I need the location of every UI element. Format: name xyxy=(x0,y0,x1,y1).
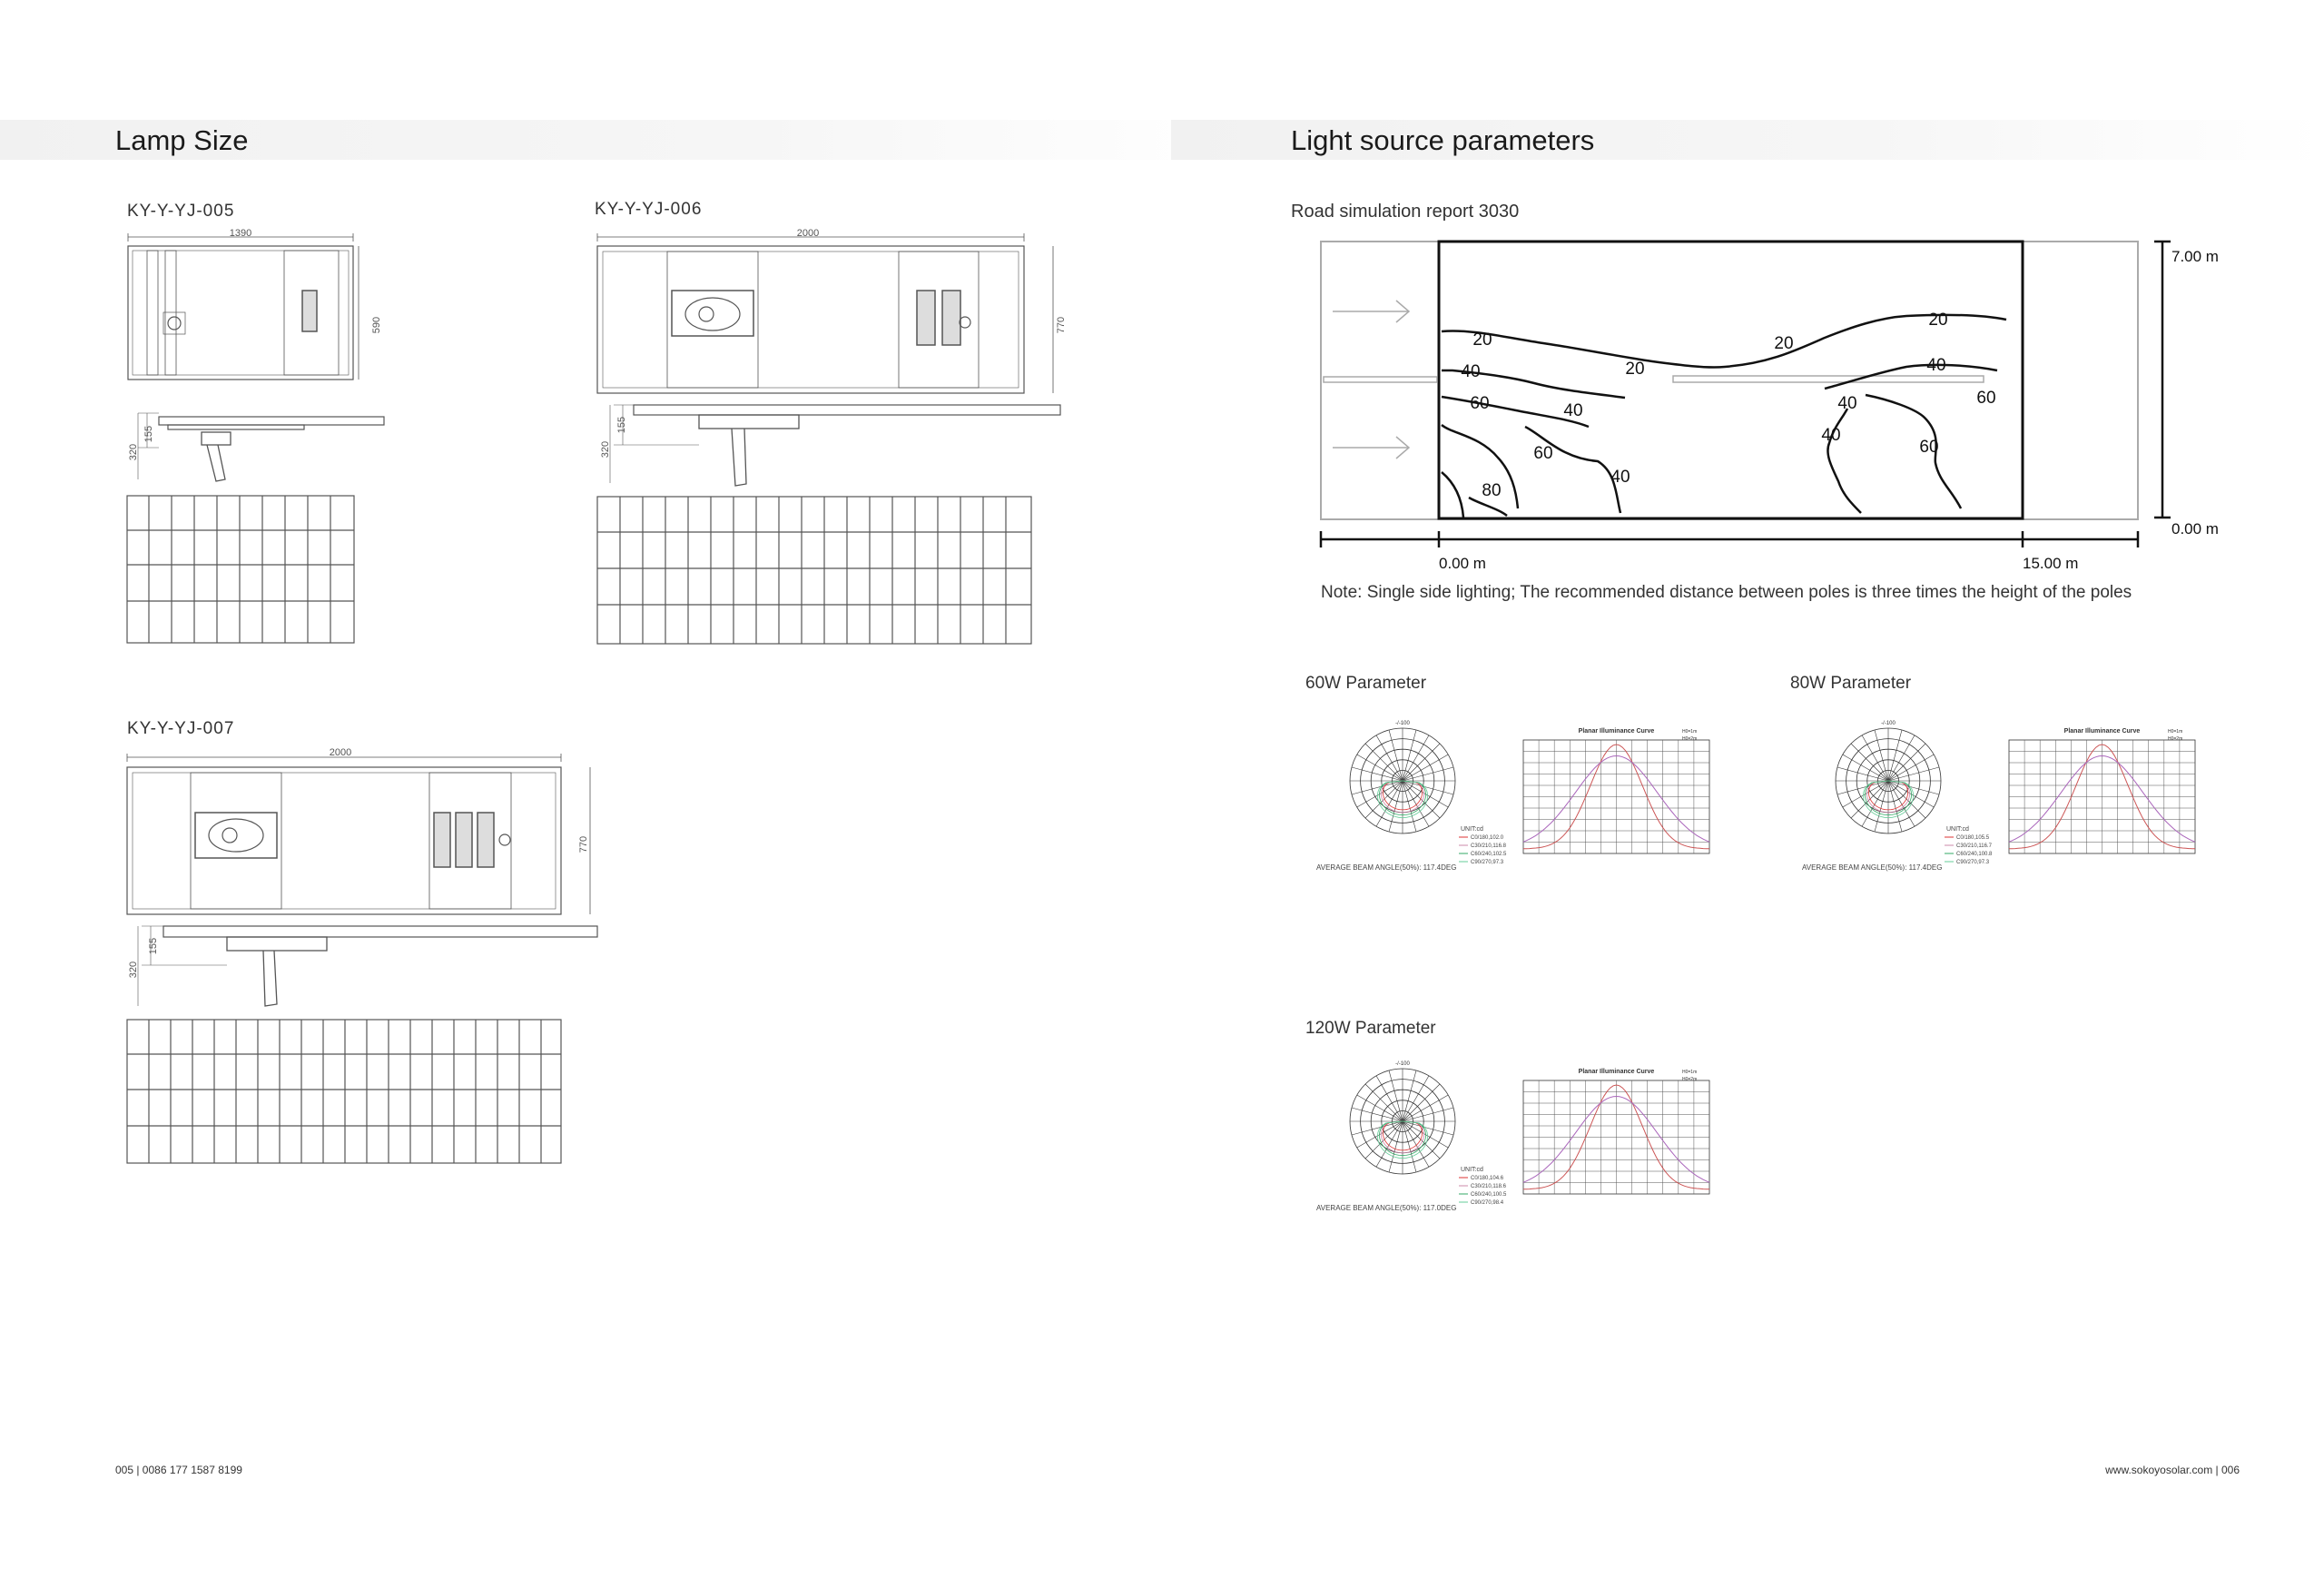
curve-legend-entry: H0=1m xyxy=(1682,729,1698,735)
legend-entry: C30/210,116.7 xyxy=(1956,843,1992,849)
curve-legend-entry: H0=2m xyxy=(1682,736,1698,742)
road-y-top: 7.00 m xyxy=(2171,248,2219,265)
road-simulation-title: Road simulation report 3030 xyxy=(1291,202,1520,222)
model-label-006: KY-Y-YJ-006 xyxy=(595,200,703,219)
polar-unit: UNIT:cd xyxy=(1461,826,1483,833)
contour-label: 40 xyxy=(1461,362,1481,381)
depth-dim-005: 155 xyxy=(143,425,154,443)
model-label-007: KY-Y-YJ-007 xyxy=(127,719,235,738)
param-title-120w: 120W Parameter xyxy=(1305,1019,1436,1038)
illuminance-curve-chart xyxy=(1523,1069,1709,1194)
legend-entry: C30/210,118.6 xyxy=(1471,1184,1506,1189)
illuminance-curve-chart xyxy=(2009,728,2195,853)
contour-label: 20 xyxy=(1625,360,1645,379)
contour-label: 20 xyxy=(1928,311,1948,330)
legend-entry: C60/240,100.5 xyxy=(1471,1192,1507,1198)
legend-entry: C90/270,97.3 xyxy=(1471,860,1504,865)
height-dim-005: 590 xyxy=(371,316,382,334)
beam-angle: AVERAGE BEAM ANGLE(50%): 117.0DEG xyxy=(1316,1204,1457,1212)
width-dim-006: 2000 xyxy=(796,228,820,239)
contour-label: 20 xyxy=(1472,330,1492,350)
light-source-title: Light source parameters xyxy=(1291,124,1595,156)
contour-label: 60 xyxy=(1533,444,1553,463)
lamp-size-title: Lamp Size xyxy=(115,124,249,156)
height-dim-007: 770 xyxy=(578,835,589,853)
width-dim-007: 2000 xyxy=(329,747,352,758)
polar-unit: UNIT:cd xyxy=(1946,826,1969,833)
arm-dim-007: 320 xyxy=(128,961,139,979)
contour-label: 60 xyxy=(1976,389,1996,408)
polar-diagram xyxy=(1350,721,1455,833)
contour-label: 40 xyxy=(1610,468,1630,487)
param-chart-120w xyxy=(1316,1061,1698,1212)
model-label-005: KY-Y-YJ-005 xyxy=(127,202,235,221)
curve-legend-entry: H0=2m xyxy=(1682,1077,1698,1082)
road-x-right: 15.00 m xyxy=(2023,555,2079,572)
curve-title: Planar Illuminance Curve xyxy=(2063,728,2141,735)
contour-label: 40 xyxy=(1821,426,1841,445)
polar-unit: UNIT:cd xyxy=(1461,1167,1483,1173)
legend-entry: C0/180,105.5 xyxy=(1956,835,1990,841)
illuminance-curve-chart xyxy=(1523,728,1709,853)
arm-dim-006: 320 xyxy=(600,440,611,459)
polar-top-label: -/-100 xyxy=(1881,721,1896,726)
curve-title: Planar Illuminance Curve xyxy=(1578,728,1655,735)
polar-top-label: -/-100 xyxy=(1395,1061,1410,1067)
contour-label: 40 xyxy=(1926,356,1946,375)
depth-dim-006: 155 xyxy=(616,416,627,434)
legend-entry: C90/270,98.4 xyxy=(1471,1200,1504,1206)
contour-label: 40 xyxy=(1837,394,1857,413)
legend-entry: C60/240,100.8 xyxy=(1956,852,1993,857)
legend-entry: C60/240,102.5 xyxy=(1471,852,1507,857)
legend-entry: C30/210,116.8 xyxy=(1471,843,1506,849)
road-note: Note: Single side lighting; The recommended distance between poles is three times the height of the poles xyxy=(1321,583,2132,602)
param-chart-60w xyxy=(1316,721,1698,872)
param-chart-80w xyxy=(1802,721,2183,872)
contour-label: 80 xyxy=(1482,481,1502,500)
polar-diagram xyxy=(1350,1061,1455,1174)
curve-legend-entry: H0=2m xyxy=(2168,736,2183,742)
polar-top-label: -/-100 xyxy=(1395,721,1410,726)
beam-angle: AVERAGE BEAM ANGLE(50%): 117.4DEG xyxy=(1316,863,1457,872)
curve-legend-entry: H0=1m xyxy=(1682,1070,1698,1075)
param-title-60w: 60W Parameter xyxy=(1305,674,1427,693)
beam-angle: AVERAGE BEAM ANGLE(50%): 117.4DEG xyxy=(1802,863,1943,872)
height-dim-006: 770 xyxy=(1056,316,1067,334)
legend-entry: C90/270,97.3 xyxy=(1956,860,1990,865)
curve-legend-entry: H0=1m xyxy=(2168,729,2183,735)
contour-label: 60 xyxy=(1470,394,1490,413)
depth-dim-007: 155 xyxy=(148,937,159,955)
curve-title: Planar Illuminance Curve xyxy=(1578,1069,1655,1075)
road-y-bottom: 0.00 m xyxy=(2171,520,2219,538)
param-title-80w: 80W Parameter xyxy=(1790,674,1912,693)
contour-label: 20 xyxy=(1774,334,1794,353)
arm-dim-005: 320 xyxy=(128,443,139,461)
footer-left: 005 | 0086 177 1587 8199 xyxy=(115,1464,242,1476)
contour-label: 40 xyxy=(1563,401,1583,420)
legend-entry: C0/180,102.0 xyxy=(1471,835,1504,841)
width-dim-005: 1390 xyxy=(229,228,252,239)
legend-entry: C0/180,104.6 xyxy=(1471,1176,1504,1181)
polar-diagram xyxy=(1836,721,1941,833)
road-x-left: 0.00 m xyxy=(1439,555,1486,572)
footer-right[interactable]: www.sokoyosolar.com | 006 xyxy=(2105,1464,2240,1476)
contour-label: 60 xyxy=(1919,438,1939,457)
